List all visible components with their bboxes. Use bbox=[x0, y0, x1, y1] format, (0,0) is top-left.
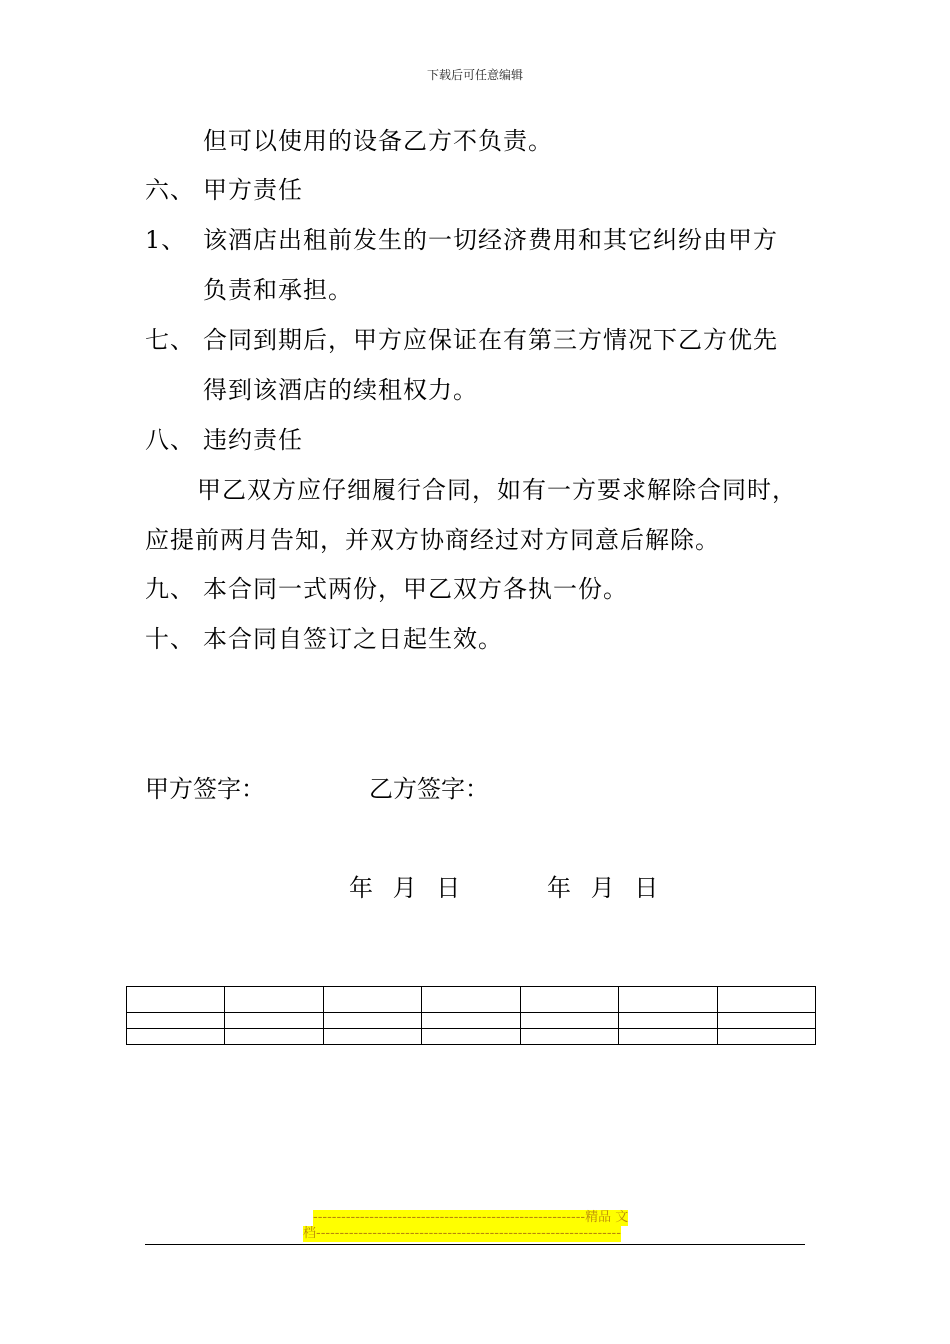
section-8-body-line1: 甲乙双方应仔细履行合同，如有一方要求解除合同时， bbox=[197, 476, 797, 504]
table-row bbox=[127, 987, 816, 1013]
page-header: 下载后可任意编辑 bbox=[426, 68, 523, 82]
section-7-cont: 得到该酒店的续租权力。 bbox=[203, 376, 478, 404]
section-number: 七、 bbox=[145, 326, 195, 354]
party-a-date: 年 月 日 bbox=[349, 874, 461, 902]
table-row bbox=[127, 1029, 816, 1045]
section-number: 八、 bbox=[145, 426, 195, 454]
table-cell bbox=[323, 1029, 421, 1045]
section-number: 十、 bbox=[145, 625, 195, 653]
section-title: 甲方责任 bbox=[203, 176, 303, 204]
table-cell bbox=[422, 1013, 520, 1029]
table-cell bbox=[717, 1029, 815, 1045]
table-cell bbox=[520, 987, 618, 1013]
table-cell bbox=[127, 987, 225, 1013]
table-cell bbox=[422, 987, 520, 1013]
party-a-signature-label: 甲方签字： bbox=[145, 775, 265, 803]
section-text: 合同到期后，甲方应保证在有第三方情况下乙方优先 bbox=[203, 326, 778, 354]
table-cell bbox=[520, 1029, 618, 1045]
table-cell bbox=[520, 1013, 618, 1029]
section-title: 违约责任 bbox=[203, 426, 303, 454]
table-cell bbox=[717, 987, 815, 1013]
blank-table bbox=[126, 986, 816, 1045]
table-cell bbox=[619, 1013, 717, 1029]
table-cell bbox=[225, 1013, 323, 1029]
party-b-signature-label: 乙方签字： bbox=[369, 775, 489, 803]
table-cell bbox=[422, 1029, 520, 1045]
footer-watermark-line1: ----------------------------------------------------------精品 文 bbox=[313, 1210, 629, 1225]
section-text: 本合同一式两份，甲乙双方各执一份。 bbox=[203, 575, 628, 603]
section-8-body-line2: 应提前两月告知，并双方协商经过对方同意后解除。 bbox=[145, 526, 720, 554]
table-cell bbox=[225, 1029, 323, 1045]
section-text: 本合同自签订之日起生效。 bbox=[203, 625, 503, 653]
item-text: 该酒店出租前发生的一切经济费用和其它纠纷由甲方 bbox=[203, 226, 778, 254]
footer-rule bbox=[145, 1244, 805, 1245]
table-cell bbox=[717, 1013, 815, 1029]
table-cell bbox=[619, 987, 717, 1013]
footer-watermark-line2: 档----------------------------------------------------------------- bbox=[303, 1226, 621, 1241]
table-cell bbox=[323, 987, 421, 1013]
table-cell bbox=[225, 987, 323, 1013]
section-6-item-1-cont: 负责和承担。 bbox=[203, 276, 353, 304]
table-cell bbox=[619, 1029, 717, 1045]
table-cell bbox=[127, 1029, 225, 1045]
item-number: 1、 bbox=[145, 226, 187, 254]
table-cell bbox=[323, 1013, 421, 1029]
paragraph-continuation: 但可以使用的设备乙方不负责。 bbox=[203, 127, 553, 155]
section-number: 六、 bbox=[145, 176, 195, 204]
party-b-date: 年 月 日 bbox=[547, 874, 659, 902]
table-cell bbox=[127, 1013, 225, 1029]
section-number: 九、 bbox=[145, 575, 195, 603]
table-row bbox=[127, 1013, 816, 1029]
